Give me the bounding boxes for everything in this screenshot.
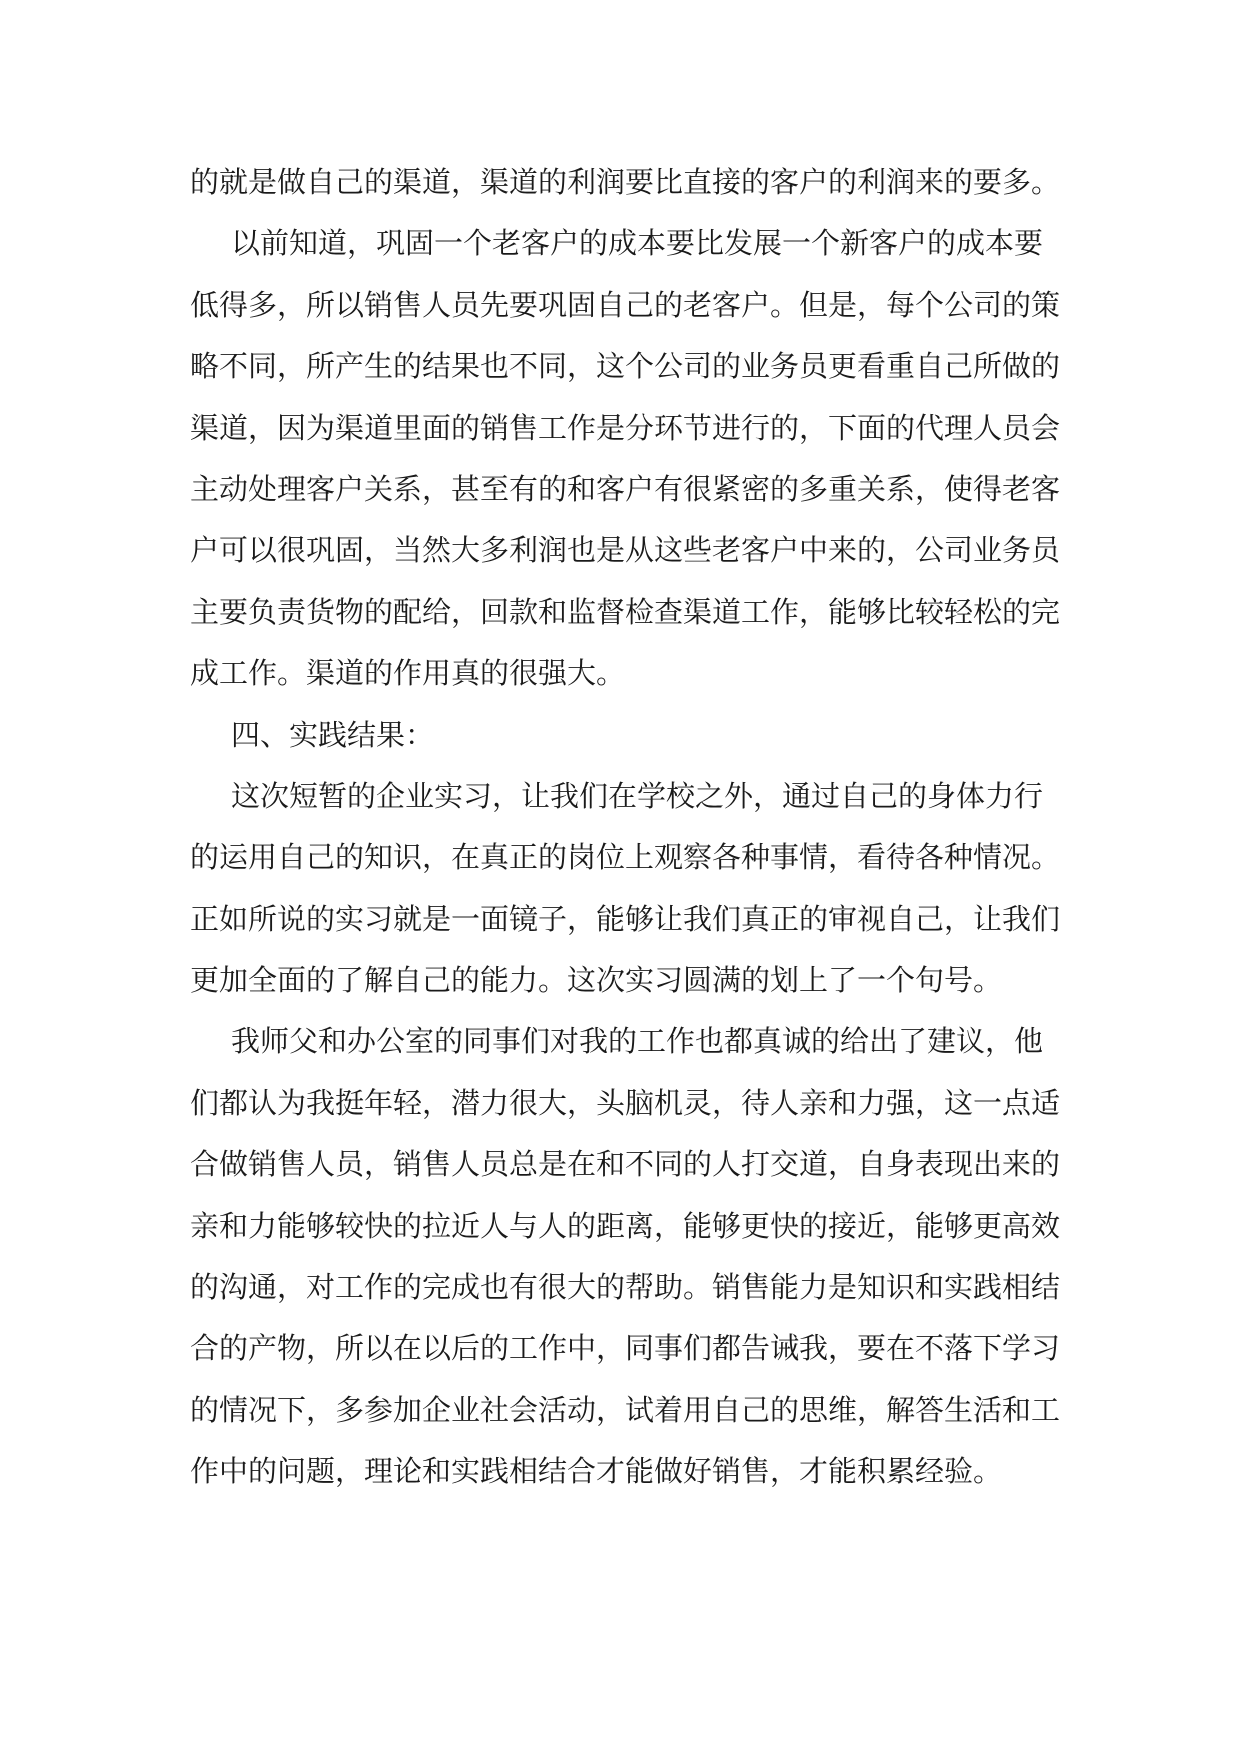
document-body [190, 152, 1061, 1503]
paragraph-first-line: 以前知道，巩固一个老客户的成本要比发展一个新客户的成本要 [231, 226, 1044, 261]
body-line: 成工作。渠道的作用真的很强大。 [190, 656, 626, 691]
body-line: 低得多，所以销售人员先要巩固自己的老客户。但是，每个公司的策 [190, 287, 1061, 322]
section-heading: 四、实践结果： [231, 717, 435, 752]
body-line: 作中的问题，理论和实践相结合才能做好销售，才能积累经验。 [190, 1454, 1003, 1489]
body-line: 正如所说的实习就是一面镜子，能够让我们真正的审视自己，让我们 [190, 901, 1061, 936]
body-line: 户可以很巩固，当然大多利润也是从这些老客户中来的，公司业务员 [190, 533, 1061, 568]
body-line: 合做销售人员，销售人员总是在和不同的人打交道，自身表现出来的 [190, 1147, 1061, 1182]
body-line: 亲和力能够较快的拉近人与人的距离，能够更快的接近，能够更高效 [190, 1208, 1061, 1243]
body-line: 主要负责货物的配给，回款和监督检查渠道工作，能够比较轻松的完 [190, 594, 1061, 629]
body-line: 主动处理客户关系，甚至有的和客户有很紧密的多重关系，使得老客 [190, 471, 1061, 506]
body-line: 渠道，因为渠道里面的销售工作是分环节进行的，下面的代理人员会 [190, 410, 1061, 445]
body-line: 的情况下，多参加企业社会活动，试着用自己的思维，解答生活和工 [190, 1392, 1061, 1427]
paragraph-first-line: 这次短暂的企业实习，让我们在学校之外，通过自己的身体力行 [231, 778, 1044, 813]
body-line: 合的产物，所以在以后的工作中，同事们都告诫我，要在不落下学习 [190, 1331, 1061, 1366]
body-line: 略不同，所产生的结果也不同，这个公司的业务员更看重自己所做的 [190, 349, 1061, 384]
body-line: 的沟通，对工作的完成也有很大的帮助。销售能力是知识和实践相结 [190, 1270, 1061, 1305]
paragraph-first-line: 我师父和办公室的同事们对我的工作也都真诚的给出了建议，他 [231, 1024, 1044, 1059]
body-line: 的运用自己的知识，在真正的岗位上观察各种事情，看待各种情况。 [190, 840, 1061, 875]
body-line: 们都认为我挺年轻，潜力很大，头脑机灵，待人亲和力强，这一点适 [190, 1085, 1061, 1120]
body-line: 更加全面的了解自己的能力。这次实习圆满的划上了一个句号。 [190, 963, 1003, 998]
body-line: 的就是做自己的渠道，渠道的利润要比直接的客户的利润来的要多。 [190, 165, 1061, 199]
